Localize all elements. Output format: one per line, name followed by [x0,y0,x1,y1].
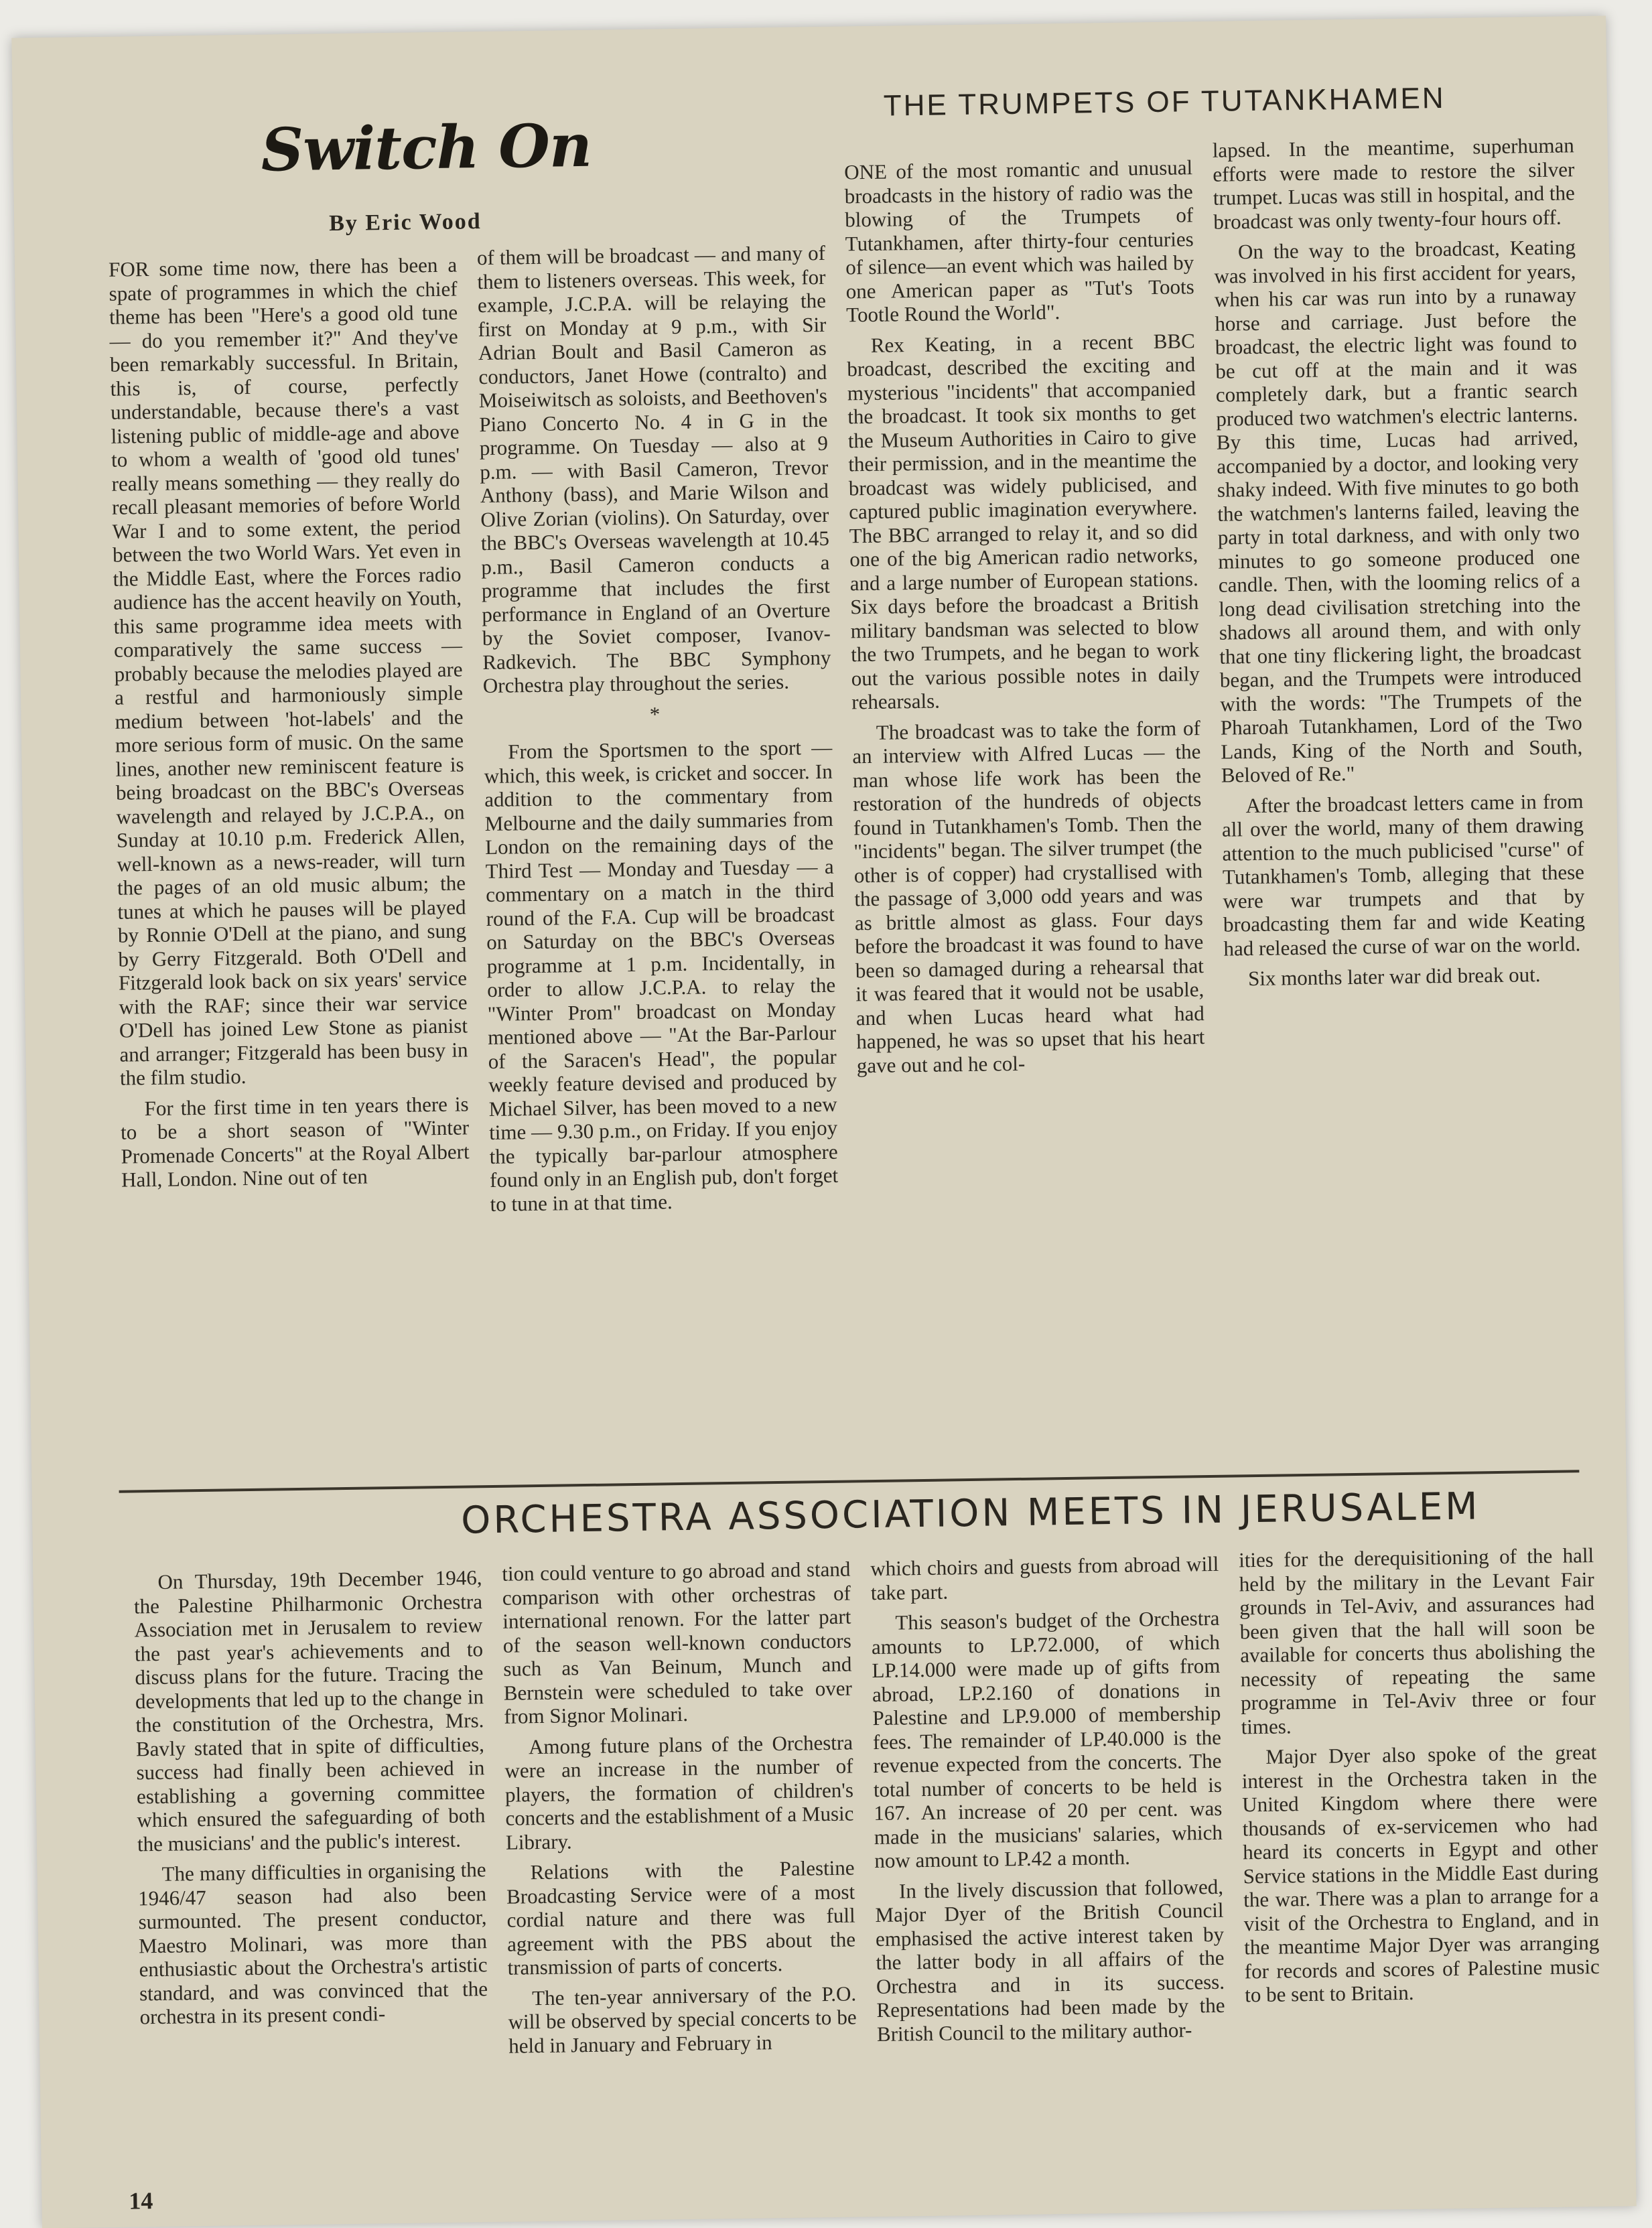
orchestra-column-4 [1239,1543,1600,2014]
byline: By Eric Wood [328,209,482,236]
paragraph: For the first time in ten years there is to be a short season of "Winter Promenade Concerts" at the Royal Albert Hall, London. Nine out of ten [120,1091,470,1192]
switch-on-column-1 [109,253,470,1199]
orchestra-column-1 [133,1565,488,2036]
paragraph: Rex Keating, in a recent BBC broadcast, described the exciting and mysterious "incidents" that accompanied the broadcast. It took six months to get the Museum Authorities in Cairo to give their permission, and in the meantime the broadcast was widely publicised, and captured public imagination everywhere. The BBC arranged to relay it, and so did one of the big American radio networks, and a large number of European stations. Six days before the broadcast a British military bandsman was selected to blow the two Trumpets, and he began to work out the various possible notes in daily rehearsals. [847,328,1200,714]
orchestra-column-3 [870,1552,1225,2052]
paragraph: The ten-year anniversary of the P.O. will be observed by special concerts to be held in January and February in [508,1981,857,2058]
trumpets-column-2 [1213,133,1586,997]
paragraph: Six months later war did break out. [1247,963,1541,991]
orchestra-title: ORCHESTRA ASSOCIATION MEETS IN JERUSALEM [460,1484,1481,1543]
paragraph: The broadcast was to take the form of an interview with Alfred Lucas — the man whose life work has been the restoration of the hundreds of objects found in Tutankhamen's Tomb. Then the "incidents" began. The silver trumpet (the other is of copper) had crystallised with the passage of 3,000 odd years and was as brittle almost as glass. Four days before the broadcast it was found to have been so damaged during a rehearsal that it was feared that it would not be usable, and when Lucas heard what had happened, he was so upset that his heart gave out and he col- [852,715,1205,1077]
paragraph: tion could venture to go abroad and stand comparison with other orchestras of international renown. For the latter part of the season well-known conductors such as Van Beinum, Munch and Bernstein were scheduled to take over from Signor Molinari. [502,1557,853,1728]
trumpets-title: THE TRUMPETS OF TUTANKHAMEN [883,81,1446,123]
paragraph: From the Sportsmen to the sport — which, this week, is cricket and soccer. In addition to the commentary from Melbourne and the daily summaries from London on the remaining days of the Third Test — Monday and Tuesday — a commentary on a match in the third round of the F.A. Cup will be broadcast on Saturday on the BBC's Overseas programme at 1 p.m. Incidentally, in order to allow J.C.P.A. to relay the "Winter Prom" broadcast on Monday mentioned above — "At the Bar-Parlour of the Saracen's Head", the popular weekly feature devised and produced by Michael Silver, has been moved to a new time — 9.30 p.m., on Friday. If you enjoy the typically bar-parlour atmosphere found only in an English pub, don't forget to tune in at that time. [484,735,839,1216]
paragraph: ities for the derequisitioning of the hall held by the military in the Levant Fair grounds in Tel-Aviv, and assurances had been given that the hall will soon be available for concerts thus abolishing the necessity of repeating the same programme in Tel-Aviv three or four times. [1238,1543,1596,1738]
paragraph: Among future plans of the Orchestra were an increase in the number of players, the formation of children's concerts and the establishment of a Music Library. [504,1730,854,1854]
paragraph: Major Dyer also spoke of the great interest in the Orchestra taken in the United Kingdom where there were thousands of ex-servicemen who had heard its concerts in Egypt and other Service stations in the Middle East during the war. There was a plan to arrange for a visit of the Orchestra to England, and in the meantime Major Dyer was arranging for records and scores of Palestine music to be sent to Britain. [1241,1740,1600,2007]
paragraph: which choirs and guests from abroad will take part. [870,1551,1219,1604]
paragraph: On the way to the broadcast, Keating was involved in his first accident for years, when his car was run into by a runaway horse and carriage. Just before the broadcast, the electric light was found to be cut off at the main and it was completely dark, but a frantic search produced two watchmen's electric lanterns. By this time, Lucas had arrived, accompanied by a doctor, and looking very shaky indeed. With five minutes to go both the watchmen's lanterns failed, leaving the party in total darkness, and with only two minutes to go someone produced one candle. Then, with the looming relics of a long dead civilisation stretching into the shadows all around them, and with only that one tiny flickering light, the broadcast began, and the Trumpets were introduced with the words: "The Trumpets of the Pharoah Tutankhamen, Lord of the Two Lands, King of the North and South, Beloved of Re." [1214,235,1583,787]
paragraph: The many difficulties in organising the 1946/47 season had also been surmounted. The present conductor, Maestro Molinari, was more than enthusiastic about the Orchestra's artistic standard, and was convinced that the orchestra in its present condi- [137,1858,488,2029]
paragraph: ONE of the most romantic and unusual broadcasts in the history of radio was the blowing of the Trumpets of Tutankhamen, after thirty-four centuries of silence—an event which was hailed by one American paper as "Tut's Toots Tootle Round the World". [843,155,1194,327]
magazine-page [11,16,1636,2228]
paragraph: After the broadcast letters came in from all over the world, many of them drawing attention to the much publicised "curse" of Tutankhamen's Tomb, alleging that these were war trumpets and that by broadcasting them far and wide Keating had released the curse of war on the world. [1221,788,1586,961]
switch-on-column-2 [477,241,839,1223]
section-separator: * [649,701,666,726]
paragraph: FOR some time now, there has been a spate of programmes in which the chief theme has been "Here's a good old tune — do you remember it?" And they've been remarkably successful. In Britain, this is, of course, perfectly understandable, because there's a vast listening public of middle-age and above to whom a wealth of 'good old tunes' really means something — they really do recall pleasant memories of before World War I and to some extent, the period between the two World Wars. Yet even in the Middle East, where the Forces radio audience has the accent heavily on Youth, this same programme idea meets with comparatively the same success — probably because the melodies played are a restful and harmoniously simple medium between 'hot-labels' and the more serious form of music. On the same lines, another new reminiscent feature is being broadcast on the BBC's Overseas wavelength and relayed by J.C.P.A., on Sunday at 10.10 p.m. Frederick Allen, well-known as a news-reader, will turn the pages of an old music album; the tunes at which he pauses will be played by Ronnie O'Dell at the piano, and sung by Gerry Fitzgerald. Both O'Dell and Fitzgerald look back on six years' service with the RAF; since their war service O'Dell has joined Lew Stone as pianist and arranger; Fitzgerald has been busy in the film studio. [108,253,468,1090]
paragraph: Relations with the Palestine Broadcasting Service were of a most cordial nature and there was full agreement with the PBS about the transmission of parts of concerts. [506,1856,856,1979]
page-number: 14 [129,2187,153,2215]
switch-on-title: Switch On [260,110,592,185]
paragraph: of them will be broadcast — and many of them to listeners overseas. This week, for example, J.C.P.A. will be relaying the first on Monday at 9 p.m., with Sir Adrian Boult and Basil Cameron as conductors, Janet Howe (contralto) and Moiseiwitsch as soloists, and Beethoven's Piano Concerto No. 4 in G in the programme. On Tuesday — also at 9 p.m. — with Basil Cameron, Trevor Anthony (bass), and Marie Wilson and Olive Zorian (violins). On Saturday, over the BBC's Overseas wavelength at 10.45 p.m., Basil Cameron conducts a programme that includes the first performance in England of an Overture by the Soviet composer, Ivanov-Radkevich. The BBC Symphony Orchestra play throughout the series. [476,240,831,698]
orchestra-column-2 [502,1557,857,2065]
paragraph: On Thursday, 19th December 1946, the Palestine Philharmonic Orchestra Association met in Jerusalem to review the past year's achievements and to discuss plans for the future. Tracing the developments that led up to the change in the constitution of the Orchestra, Mrs. Bavly stated that in spite of difficulties, success had finally been achieved in establishing a governing committee which ensured the safeguarding of both the musicians' and the public's interest. [133,1565,486,1856]
paragraph: lapsed. In the meantime, superhuman efforts were made to restore the silver trumpet. Lucas was still in hospital, and the broadcast was only twenty-four hours off. [1212,133,1575,234]
paragraph: This season's budget of the Orchestra amounts to LP.72.000, of which LP.14.000 were made up of gifts from abroad, LP.2.160 of donations in Palestine and LP.9.000 of membership fees. The remainder of LP.40.000 is the revenue expected from the concerts. The total number of concerts to be held is 167. An increase of 20 per cent. was made in the musicians' salaries, which now amount to LP.42 a month. [871,1606,1223,1873]
paragraph: In the lively discussion that followed, Major Dyer of the British Council emphasised the active interest taken by the latter body in all affairs of the Orchestra and in its success. Representations had been made by the British Council to the military author- [875,1874,1225,2046]
trumpets-column-1 [844,155,1205,1084]
